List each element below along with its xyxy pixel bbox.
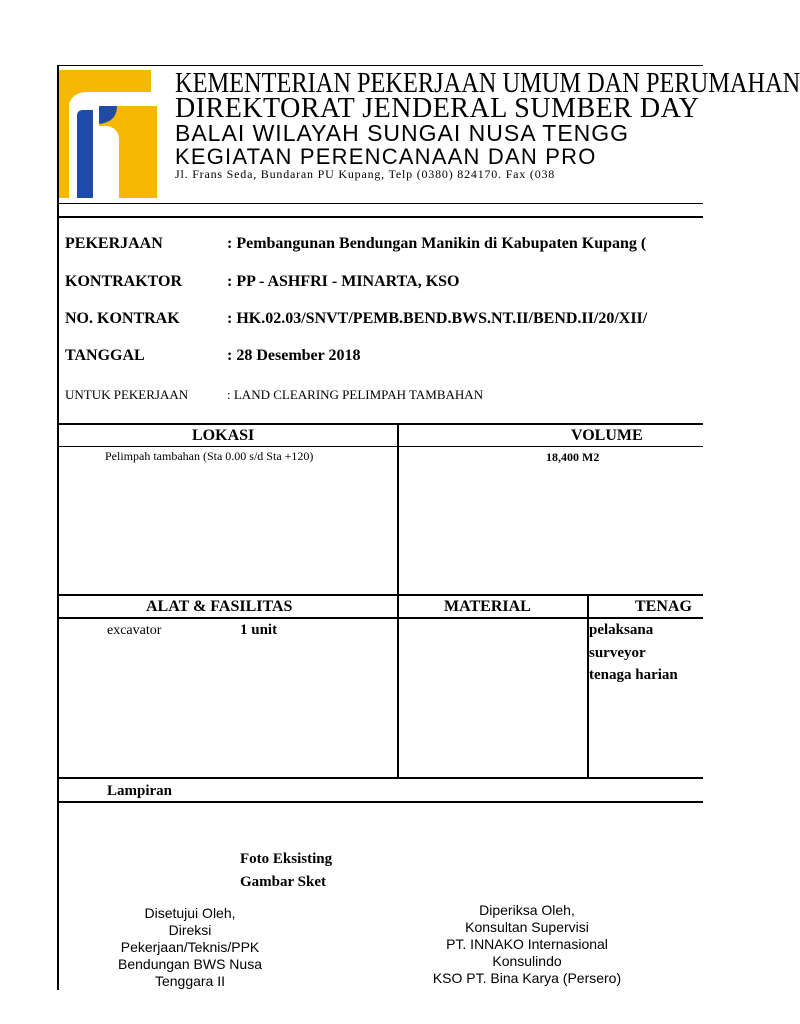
signature-left-line: Pekerjaan/Teknis/PPK: [120, 939, 260, 955]
signature-right-line: Diperiksa Oleh,: [479, 902, 575, 918]
signature-left-line: Disetujui Oleh,: [144, 905, 236, 921]
volume-value: 18,400 M2: [546, 450, 600, 464]
tenaga-item: pelaksana: [589, 622, 654, 638]
signature-left-line: Bendungan BWS Nusa: [118, 956, 262, 972]
header-directorate: DIREKTORAT JENDERAL SUMBER DAY: [175, 93, 700, 124]
tenaga-item: surveyor: [589, 645, 646, 661]
value-untuk-pekerjaan: : LAND CLEARING PELIMPAH TAMBAHAN: [227, 387, 484, 402]
pu-logo: [59, 70, 159, 200]
volume-header: VOLUME: [571, 427, 643, 444]
table2-top-border: [59, 594, 703, 596]
label-no-kontrak: NO. KONTRAK: [65, 310, 180, 327]
signature-right-line: Konsulindo: [492, 953, 562, 969]
alat-header: ALAT & FASILITAS: [146, 598, 293, 615]
lampiran-gambar-sket: Gambar Sket: [240, 874, 326, 890]
lampiran-bottom-border: [59, 801, 703, 803]
frame-top-border: [57, 65, 703, 66]
label-tanggal: TANGGAL: [65, 347, 145, 364]
alat-qty: 1 unit: [240, 622, 278, 638]
table1-header-divider: [59, 446, 703, 447]
material-header: MATERIAL: [444, 598, 531, 615]
header-divider-thin: [59, 203, 703, 204]
signature-left-line: Tenggara II: [154, 973, 226, 989]
signature-right-line: Konsultan Supervisi: [465, 919, 589, 935]
table1-top-border: [59, 423, 703, 425]
value-no-kontrak: : HK.02.03/SNVT/PEMB.BEND.BWS.NT.II/BEND.II/20/XII/: [227, 310, 648, 327]
lokasi-header: LOKASI: [192, 427, 255, 444]
header-ministry: KEMENTERIAN PEKERJAAN UMUM DAN PERUMAHAN: [175, 67, 800, 99]
signature-right: [407, 902, 647, 987]
header-kegiatan: KEGIATAN PERENCANAAN DAN PRO: [175, 144, 597, 169]
value-tanggal: : 28 Desember 2018: [227, 347, 361, 364]
signature-right-line: KSO PT. Bina Karya (Persero): [432, 970, 622, 986]
value-kontraktor: : PP - ASHFRI - MINARTA, KSO: [227, 273, 460, 290]
signature-left: [90, 905, 290, 990]
table1-column-divider: [397, 423, 399, 595]
value-pekerjaan: : Pembangunan Bendungan Manikin di Kabupaten Kupang (: [227, 235, 647, 252]
lampiran-top-border: [59, 777, 703, 779]
lampiran-label: Lampiran: [107, 783, 173, 799]
label-pekerjaan: PEKERJAAN: [65, 235, 163, 252]
tenaga-header: TENAG: [635, 598, 692, 615]
label-kontraktor: KONTRAKTOR: [65, 273, 183, 290]
header-address: Jl. Frans Seda, Bundaran PU Kupang, Telp (0380) 824170. Fax (038: [175, 167, 556, 181]
table2-divider-1: [397, 594, 399, 778]
lokasi-value: Pelimpah tambahan (Sta 0.00 s/d Sta +120): [105, 449, 314, 463]
lampiran-foto-eksisting: Foto Eksisting: [240, 851, 333, 867]
alat-item: excavator: [107, 623, 162, 638]
signature-left-line: Direksi: [168, 922, 212, 938]
signature-right-line: PT. INNAKO Internasional: [446, 936, 608, 952]
table2-header-divider: [59, 617, 703, 619]
tenaga-item: tenaga harian: [589, 667, 678, 683]
label-untuk-pekerjaan: UNTUK PEKERJAAN: [65, 387, 189, 402]
header-divider-thick: [59, 216, 703, 218]
header-balai: BALAI WILAYAH SUNGAI NUSA TENGG: [175, 120, 630, 146]
